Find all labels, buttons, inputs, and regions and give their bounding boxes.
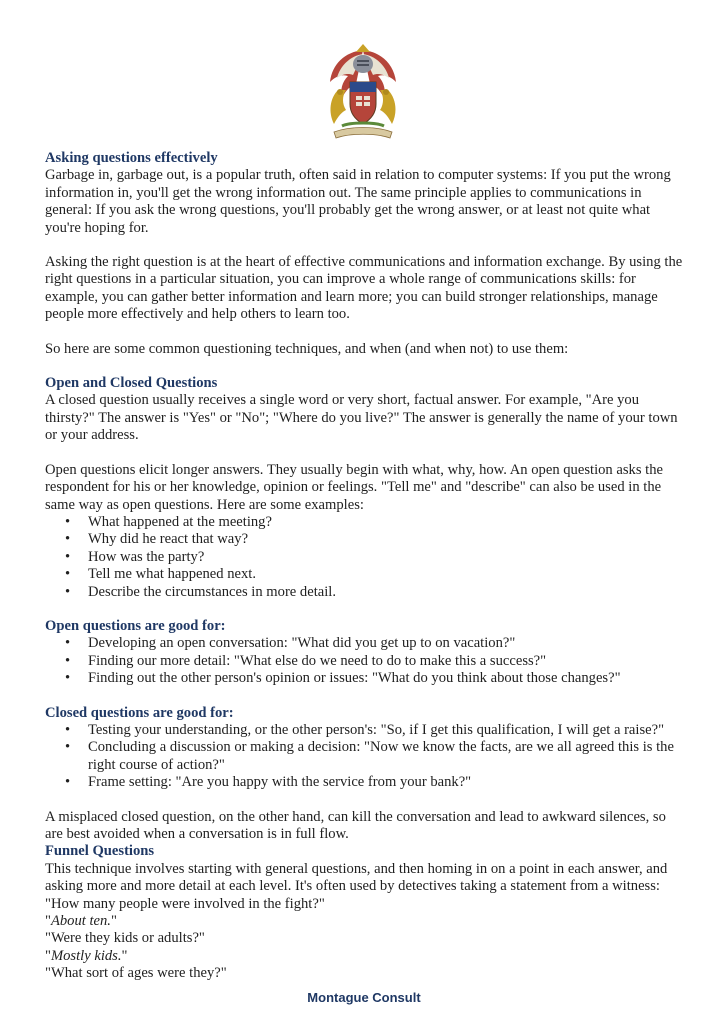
list-item: • Testing your understanding, or the other person's: "So, if I get this qualification, I will get a raise?" <box>45 722 685 739</box>
list-item: • Tell me what happened next. <box>45 566 685 583</box>
list-item: • Frame setting: "Are you happy with the service from your bank?" <box>45 774 685 791</box>
dialog-question: "What sort of ages were they?" <box>45 965 227 982</box>
list-item: • Describe the circumstances in more detail. <box>45 584 685 601</box>
dialog-answer-text: About ten. <box>50 913 111 930</box>
document-body <box>45 150 685 983</box>
dialog-question: "How many people were involved in the fight?" <box>45 895 325 912</box>
list-item: • Finding our more detail: "What else do we need to do to make this a success?" <box>45 653 685 670</box>
paragraph: A closed question usually receives a single word or very short, factual answer. For example, "Are you thirsty?" The answer is "Yes" or "No"; "Where do you live?" The answer is generally the name of your town or your address. <box>45 392 678 444</box>
list-item: • Why did he react that way? <box>45 531 685 548</box>
closed-good-list <box>45 722 685 792</box>
paragraph: This technique involves starting with general questions, and then homing in on a point in each answer, and asking more and more detail at each level. It's often used by detectives taking a statement from a witness: <box>45 860 668 895</box>
footer-company-name: Montague Consult <box>307 990 421 1005</box>
dialog-question: "Were they kids or adults?" <box>45 930 205 947</box>
heading-open-closed: Open and Closed Questions <box>45 375 218 392</box>
paragraph: Open questions elicit longer answers. They usually begin with what, why, how. An open question asks the respondent for his or her knowledge, opinion or feelings. "Tell me" and "describe" can also be used in the same way as open questions. Here are some examples: <box>45 461 663 513</box>
paragraph: Garbage in, garbage out, is a popular truth, often said in relation to computer systems: If you put the wrong information in, you'll get the wrong information out. The same principle applies to communications in general: If you ask the wrong questions, you'll probably get the wrong answer, or at least not quite what you're hoping for. <box>45 167 671 236</box>
heading-open-good-for: Open questions are good for: <box>45 617 226 634</box>
list-item: • Concluding a discussion or making a decision: "Now we know the facts, are we all agreed this is the right course of action?" <box>45 739 685 774</box>
list-item: • How was the party? <box>45 549 685 566</box>
paragraph: A misplaced closed question, on the other hand, can kill the conversation and lead to awkward silences, so are best avoided when a conversation is in full flow. <box>45 808 666 842</box>
list-item: • What happened at the meeting? <box>45 514 685 531</box>
dialog-answer-text: Mostly kids. <box>50 947 122 964</box>
heading-closed-good-for: Closed questions are good for: <box>45 704 234 721</box>
list-item: • Finding out the other person's opinion or issues: "What do you think about those changes?" <box>45 670 685 687</box>
heraldic-crest <box>320 42 406 146</box>
dialog-answer: "Mostly kids." <box>45 947 128 964</box>
open-good-list <box>45 635 685 687</box>
paragraph: So here are some common questioning techniques, and when (and when not) to use them: <box>45 340 569 357</box>
paragraph: Asking the right question is at the heart of effective communications and information exchange. By using the right questions in a particular situation, you can improve a whole range of communications skills: for example, you can gather better information and learn more; you can build stronger relationships, manage people more effectively and help others to learn too. <box>45 254 683 323</box>
list-item: • Developing an open conversation: "What did you get up to on vacation?" <box>45 635 685 652</box>
heading-funnel-questions: Funnel Questions <box>45 843 155 860</box>
dialog-answer: "About ten." <box>45 913 117 930</box>
heading-asking-questions: Asking questions effectively <box>45 150 218 166</box>
example-list <box>45 514 685 601</box>
